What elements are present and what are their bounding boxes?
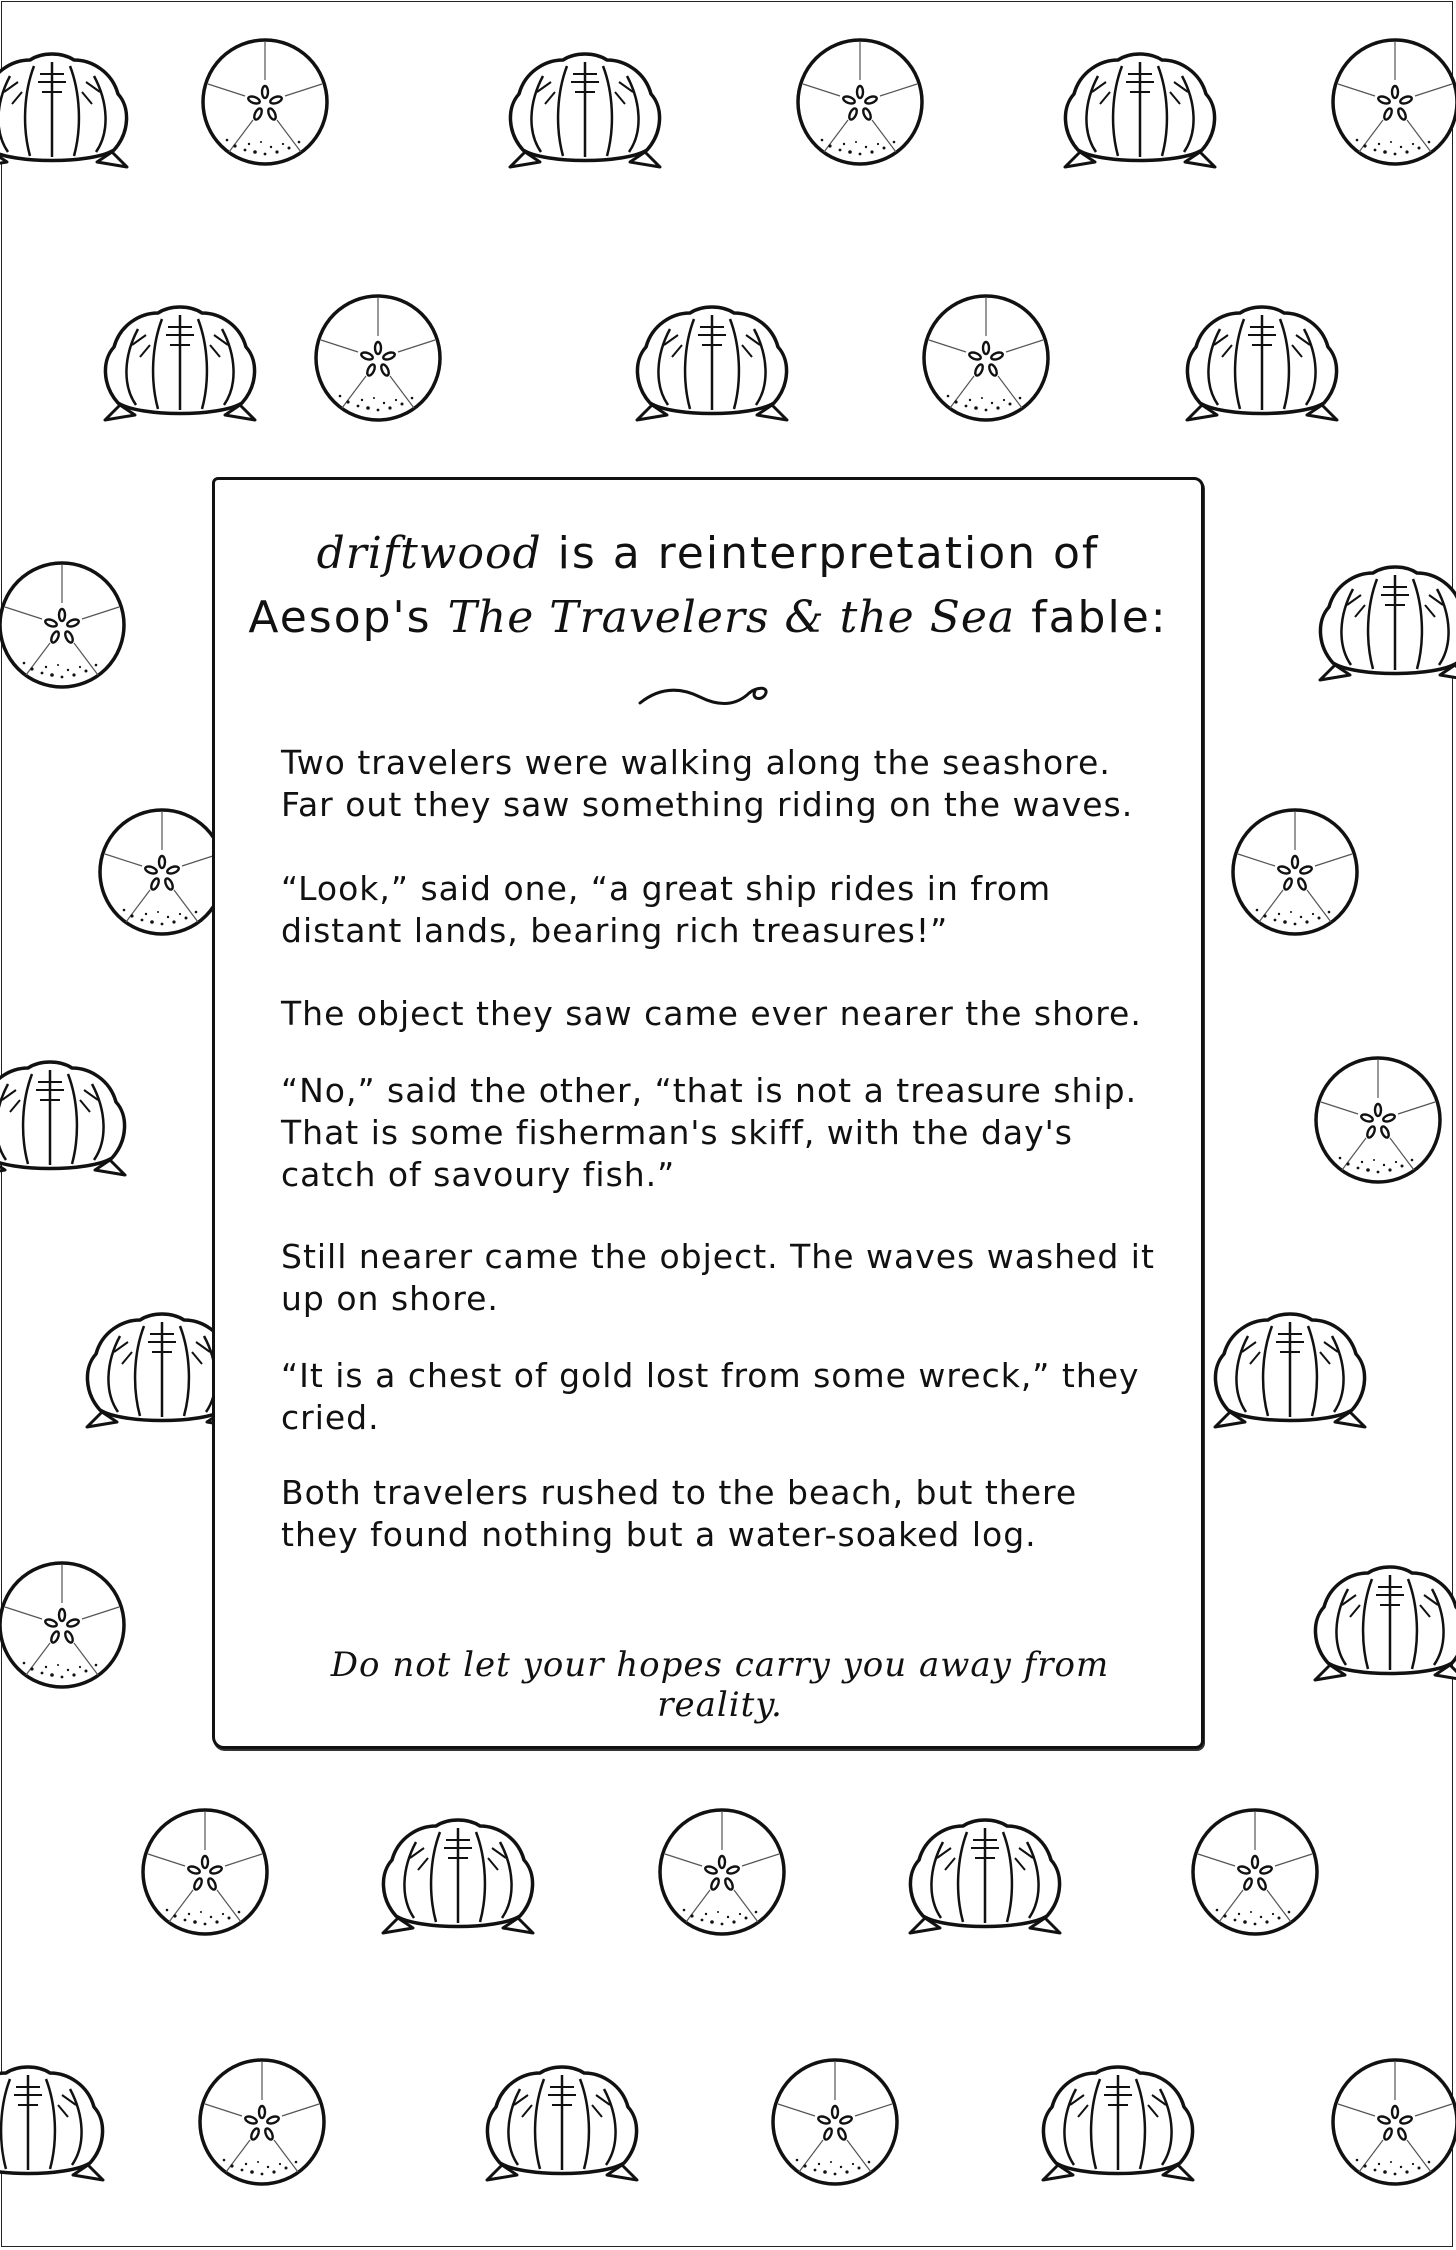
sand-dollar-icon	[798, 40, 922, 164]
scallop-shell-icon	[1320, 567, 1456, 680]
scallop-shell-icon	[910, 1820, 1060, 1933]
title-line-1	[215, 528, 1201, 579]
scallop-shell-icon	[0, 1062, 125, 1175]
fable-paragraph: Both travelers rushed to the beach, but there they found nothing but a water-soaked log.	[281, 1473, 1078, 1554]
fable-name: The Travelers & the Sea	[447, 592, 1016, 643]
scallop-shell-icon	[0, 54, 127, 167]
sand-dollar-icon	[924, 296, 1048, 420]
sand-dollar-icon	[0, 563, 124, 687]
sand-dollar-icon	[1316, 1058, 1440, 1182]
sand-dollar-icon	[1333, 40, 1456, 164]
sand-dollar-icon	[316, 296, 440, 420]
scallop-shell-icon	[105, 307, 255, 420]
fable-paragraph: “Look,” said one, “a great ship rides in from distant lands, bearing rich treasures!”	[281, 869, 1052, 950]
sand-dollar-icon	[203, 40, 327, 164]
sand-dollar-icon	[143, 1810, 267, 1934]
fable-panel	[212, 477, 1204, 1749]
scallop-shell-icon	[0, 2067, 103, 2180]
title-text: is a reinterpretation of	[541, 528, 1100, 579]
sand-dollar-icon	[0, 1563, 124, 1687]
scallop-shell-icon	[1065, 54, 1215, 167]
title-suffix: fable:	[1015, 592, 1168, 643]
scallop-shell-icon	[383, 1820, 533, 1933]
sand-dollar-icon	[1333, 2060, 1456, 2184]
fable-paragraph: “No,” said the other, “that is not a treasure ship. That is some fisherman's skiff, with the day's catch of savoury fish.”	[281, 1071, 1138, 1194]
sand-dollar-icon	[100, 810, 224, 934]
scallop-shell-icon	[637, 307, 787, 420]
sand-dollar-icon	[660, 1810, 784, 1934]
fable-paragraph: Two travelers were walking along the seashore. Far out they saw something riding on the waves.	[281, 743, 1134, 824]
sand-dollar-icon	[1193, 1810, 1317, 1934]
book-title: driftwood	[316, 528, 542, 579]
sand-dollar-icon	[200, 2060, 324, 2184]
fable-moral: Do not let your hopes carry you away from reality.	[330, 1645, 1110, 1725]
fable-paragraph: “It is a chest of gold lost from some wreck,” they cried.	[281, 1356, 1140, 1437]
fable-paragraph: The object they saw came ever nearer the shore.	[281, 994, 1142, 1033]
scallop-shell-icon	[1043, 2067, 1193, 2180]
fable-paragraph: Still nearer came the object. The waves washed it up on shore.	[281, 1237, 1155, 1318]
sand-dollar-icon	[773, 2060, 897, 2184]
author-name: Aesop's	[248, 592, 448, 643]
scallop-shell-icon	[1215, 1314, 1365, 1427]
scallop-shell-icon	[510, 54, 660, 167]
scallop-shell-icon	[1315, 1567, 1456, 1680]
flourish-icon	[635, 675, 775, 715]
sand-dollar-icon	[1233, 810, 1357, 934]
title-line-2	[215, 592, 1201, 643]
scallop-shell-icon	[487, 2067, 637, 2180]
scallop-shell-icon	[1187, 307, 1337, 420]
